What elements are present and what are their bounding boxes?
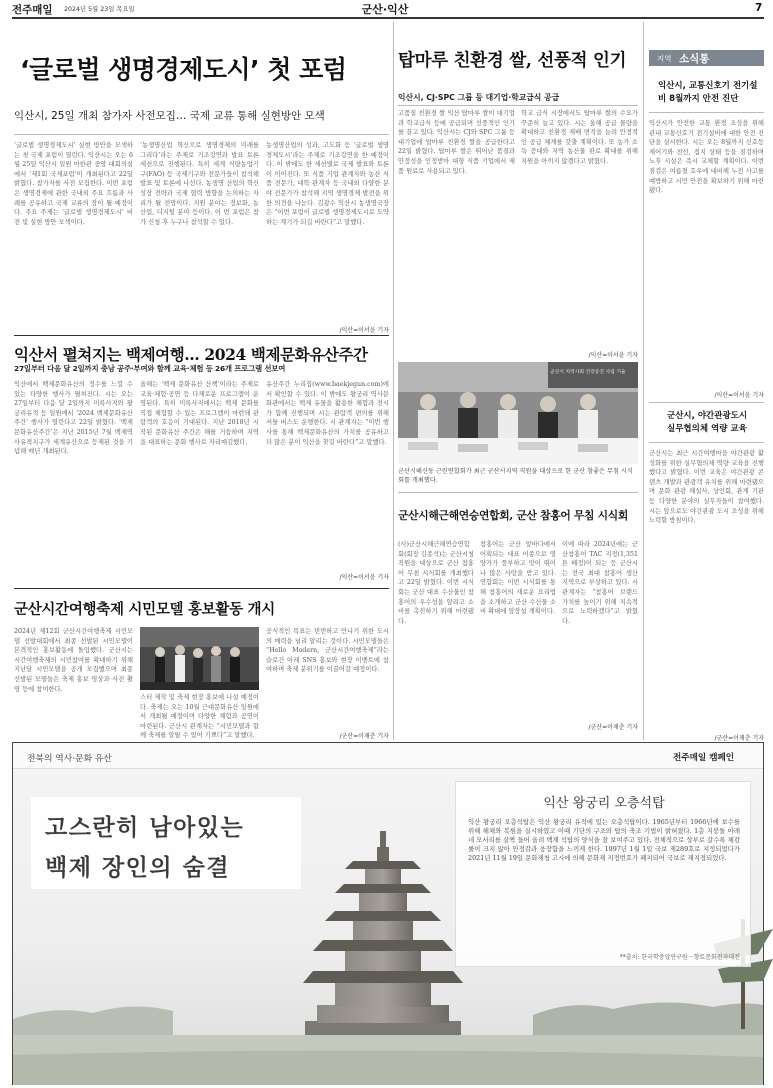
divider-3	[398, 492, 638, 493]
sidebar-divider	[649, 402, 764, 403]
header-page-number: 7	[755, 2, 763, 14]
article1-sub-rule	[14, 134, 389, 135]
article2-col2: 올해는 ‘백제 문화유산 산책’이라는 주제로 교육·체험·공연 등 다채로운 프로그램이 운영된다. 특히 미륵사지에서는 백제 문화를 직접 체험할 수 있는 프로그램이 마련돼 관람객의 호응이 기대된다. 지난 2018년 시작된 문화유산 주간은 해를 거듭하며 지역을 대표하는 문화 행사로 자리매김했다.	[140, 381, 259, 446]
sidebar-item1-title: 익산시, 교통신호기 전기설비 8월까지 안전 진단	[658, 81, 758, 104]
festival-models-photo-icon	[140, 627, 259, 690]
article3-photo	[140, 627, 259, 690]
article4-sub-rule	[398, 105, 638, 106]
article5-col3: 이에 따라 2024년에는 군산참홍어 TAC 지정(1,351톤 배정)이 되는 등 군산시는 전국 최대 참홍어 생산 지역으로 부상하고 있다. 시 관계자는 “참홍어 브랜드 가치를 높이기 위해 지속적으로 노력하겠다”고 밝혔다.	[562, 541, 638, 625]
header-rule	[12, 17, 764, 19]
article4-photo-sign: 군산시 지역사회 건강증진 사업 기술	[550, 370, 626, 375]
article3-col3: 공식적인 목표는 빈번하고 만나기 위한 도시의 매력을 널리 알리는 것이다. 시민모델들은 “Hello Modern, 군산시간여행축제”라는 슬로건 아래 SNS 홍보와 현장 이벤트에 참여하며 축제 분위기를 이끌어갈 예정이다.	[266, 628, 389, 674]
sidebar-item1-text: 익산시가 안전한 교통 환경 조성을 위해 관내 교통신호기 전기설비에 대한 안전 진단을 실시한다. 시는 오는 8월까지 신호등 제어기와 전선, 접지 상태 등을 점검하며 노후 시설은 즉시 교체할 계획이다. 이번 점검은 여름철 호우에 대비해 누전 사고를 예방하고 시민 안전을 확보하기 위해 마련됐다.	[649, 120, 764, 195]
header-section: 군산·익산	[361, 3, 409, 16]
header-date: 2024년 5월 23일 목요일	[64, 6, 135, 13]
article4-subtitle: 익산시, CJ·SPC 그룹 등 대기업·학교급식 공급	[398, 93, 560, 102]
campaign-header-band	[13, 743, 763, 769]
sidebar-item1-rule	[649, 112, 764, 113]
article3-col2: 스터 제작 및 축제 현장 홍보에 나설 예정이다. 축제는 오는 10월 근대문화유산 일원에서 개최될 예정이며 다양한 체험과 공연이 마련된다. 군산시 관계자는 “시민모델과 함께 축제를 알릴 수 있어 기쁘다”고 말했다.	[140, 694, 259, 740]
campaign-stone-title: 익산 왕궁리 오층석탑	[543, 796, 665, 811]
campaign-brand: 전주매일 캠페인	[673, 753, 735, 763]
campaign-headline-line2: 백제 장인의 숨결	[45, 855, 231, 881]
article1-col2: ‘농생명산업 혁신으로 생명경제의 미래를 그리다’라는 주제로 기조강연과 발표 토론 세션으로 진행된다. 특히 세계 식량농업기구(FAO) 등 국제기구와 전문가들이 참석해 발표 및 토론에 나선다. 농생명 산업의 혁신 성장 전략과 국제 협력 방향을 논의하는 자리가 될 전망이다. 지원 분야는 정보화, 농산업, 디지털 분야 등이다. 이 번 포럼은 참가 신청 후 누구나 참석할 수 있다.	[140, 142, 259, 226]
column-divider-left	[393, 22, 394, 740]
article2-col3: 유산주간 누리집(www.baekjegun.com)에서 확인할 수 있다. 이 밖에도 왕궁리 역사문화관에서는 백제 유물을 활용한 체험과 전시가 함께 진행되며 시는 관람객 편의를 위해 셔틀 버스도 운행한다. 시 관계자는 “이번 행사를 통해 백제문화유산의 가치를 공유하고 더 많은 분이 익산을 찾길 바란다”고 말했다.	[266, 381, 389, 446]
article1-title: ‘글로벌 생명경제도시’ 첫 포럼	[20, 55, 347, 84]
sidebar-header-prefix: 지역	[657, 54, 672, 63]
article4-byline: /익산=이서윤 기자	[588, 352, 638, 359]
tasting-event-photo-icon	[398, 362, 638, 464]
article2-col1: 익산에서 백제문화유산의 정수를 느낄 수 있는 다양한 행사가 펼쳐진다. 시는 오는 27일부터 다음 달 2일까지 미륵사지와 왕궁리유적 등 일원에서 ‘2024 백제문화유산주간’ 행사가 열린다고 22일 밝혔다. ‘백제문화유산주간’은 지난 2015년 7월 백제역사유적지구가 세계유산으로 등재된 것을 기념해 매년 개최된다.	[14, 381, 133, 456]
campaign-text-box	[455, 781, 751, 967]
sidebar-header-title: 소식통	[679, 53, 710, 65]
campaign-label: 전북의 역사·문화 유산	[27, 754, 112, 764]
sidebar-item1-byline: /익산=이서윤 기자	[714, 392, 764, 399]
article2-byline: /익산=이서윤 기자	[339, 574, 389, 581]
article4-col1: 고품질 친환경 쌀 익산 탑마루 쌀이 대기업과 학교급식 등에 공급되며 선풍적인 인기를 끌고 있다. 익산시는 CJ와 SPC 그룹 등 대기업에 탑마루 친환경 쌀을 공급한다고 22일 밝혔다. 탑마루 쌀은 뛰어난 품질과 안정성을 인정받아 대형 식품 기업에서 제품 원료로 사용되고 있다.	[398, 110, 515, 175]
article1-col3: 농생명산업의 성과, 고도화 등 ‘글로벌 생명경제도시’라는 주제로 기조강연을 한 예정이다. 이 밖에도 한 세션별로 국제 발표와 토론이 이어진다. 또 식품 기업 관계자와 농산 식품 전문가, 대학 관계자 등 국내외 다양한 분야 전문가가 참석해 지역 생명경제 발전을 위한 의견을 나눈다. 김광수 익산시 농생명국장은 “이번 포럼이 글로벌 생명경제도시로 도약하는 계기가 되길 바란다”고 말했다.	[266, 142, 389, 226]
divider-1	[14, 335, 389, 336]
campaign-source: **출처: 한국학중앙연구원－향토문화전자대전	[619, 954, 740, 961]
header-paper-name: 전주매일	[12, 4, 53, 16]
article4-photo	[398, 362, 638, 464]
article3-byline: /군산=이재춘 기자	[339, 733, 389, 740]
campaign-headline-line1: 고스란히 남아있는	[45, 815, 245, 841]
article5-col1: (사)군산시해근해연승연합회(회장 김종석)는 군산시청 직원을 대상으로 군산 참홍어 무침 시식회를 개최했다고 22일 밝혔다. 이번 시식회는 군산 대표 수산물인 참홍어의 우수성을 알리고 소비를 촉진하기 위해 마련됐다.	[398, 541, 474, 625]
article5-col2: 참홍어는 군산 앞바다에서 어획되는 대표 어종으로 영양가가 풍부하고 맛이 뛰어나 많은 사랑을 받고 있다. 연합회는 이번 시식회를 통해 참홍어의 새로운 요리법을 소개하고 군산 수산물 소비 확대에 앞장설 계획이다.	[480, 541, 556, 616]
sidebar-item2-byline: /군산=이재춘 기자	[714, 735, 764, 742]
article2-title: 익산서 펼쳐지는 백제여행… 2024 백제문화유산주간	[14, 345, 368, 364]
sidebar-item2-rule	[649, 442, 764, 443]
sidebar-item2-title: 군산시, 야간관광도시 실무협의체 역량 교육	[667, 411, 748, 434]
campaign-headline-box	[31, 797, 301, 889]
article3-title: 군산시간여행축제 시민모델 홍보활동 개시	[14, 601, 275, 618]
article4-photo-caption: 군산시해신동 근린연합회가 최근 군산시지역 직원을 대상으로 한 군산 참좋은 무침 시식회를 개최했다.	[398, 468, 633, 484]
campaign-box	[12, 742, 764, 1085]
article5-byline: /군산=이재춘 기자	[588, 724, 638, 731]
divider-2	[14, 588, 389, 589]
article2-subtitle: 27일부터 다음 달 2일까지 충남 공주·부여와 함께 교육·체험 등 26개 프로그램 선보여	[14, 364, 286, 373]
campaign-text: 익산 왕궁리 오층석탑은 익산 왕궁리 유적에 있는 오층석탑이다. 1965년부터 1966년에 보수를 위해 해체와 복원을 실시하였고 이때 기단의 구조와 탑의 축조 기법이 밝혀졌다. 1층 지붕돌 아래 네 모서리를 살짝 들어 올려 백제 석탑의 양식을 잘 보여주고 있다. 전체적으로 상부로 갈수록 체감률이 크지 않아 안정감과 웅장함을 느끼게 한다. 1997년 1월 1일 국보 제289호로 지정되었다가 2021년 11월 19일 문화재청 고시에 의해 문화재 지정번호가 폐지되어 국보로 재지정되었다.	[468, 818, 740, 862]
article1-subtitle: 익산시, 25일 개최 참가자 사전모집… 국제 교류 통해 실현방안 모색	[14, 110, 325, 122]
column-divider-right	[643, 22, 644, 740]
article1-byline: /익산=이서윤 기자	[339, 327, 389, 334]
article5-title: 군산시해근해연승연합회, 군산 참홍어 무침 시식회	[398, 509, 629, 522]
article4-title: 탑마루 친환경 쌀, 선풍적 인기	[398, 51, 627, 71]
sidebar-item2-text: 군산시는 최근 시간여행마을 야간관광 활성화를 위한 실무협의체 역량 교육을 진행했다고 밝혔다. 이번 교육은 야간관광 콘텐츠 개발과 관광객 유치를 위해 마련됐으며 문화 관광 해설사, 상인회, 관계 기관 등 다양한 분야의 실무자들이 참여했다. 시는 앞으로도 야간관광 도시 조성을 위해 노력할 방침이다.	[649, 450, 764, 525]
article1-col1: ‘글로벌 생명경제도시’ 실현 방안을 모색하는 첫 국제 포럼이 열린다. 익산시는 오는 6월 25일 익산시 일원 마한관 중앙 대회의실에서 ‘제1회 국제포럼’이 개최된다고 22일 밝혔다. 참가자를 사전 모집한다. 이번 포럼은 생명경제에 관한 국내외 주요 흐름과 사례를 공유하고 국제 교류의 장이 될 예정이다. 주요 주제는 ‘글로벌 생명경제도시’ 비전 및 실현 방안 모색이다.	[14, 142, 133, 226]
article3-col1: 2024년 제12회 군산시간여행축제 시민모델 선발대회에서 최종 선발된 시민모델이 본격적인 홍보활동에 돌입했다. 군산시는 시간여행축제의 시민참여를 확대하기 위해 지난달 시민모델을 공개 모집했으며 최종 선발된 모델들은 축제 홍보 영상과 사진 촬영 등에 참여한다.	[14, 628, 133, 693]
sidebar-header	[649, 50, 764, 66]
article4-col2: 학교 급식 시장에서도 탑마루 쌀의 수요가 꾸준히 늘고 있다. 시는 올해 공급 물량을 확대하고 친환경 재배 면적을 늘려 안정적인 공급 체계를 갖출 계획이다. 또 농가 소득 증대와 지역 농산물 판로 확대를 위해 지원을 아끼지 않겠다고 밝혔다.	[521, 110, 638, 165]
